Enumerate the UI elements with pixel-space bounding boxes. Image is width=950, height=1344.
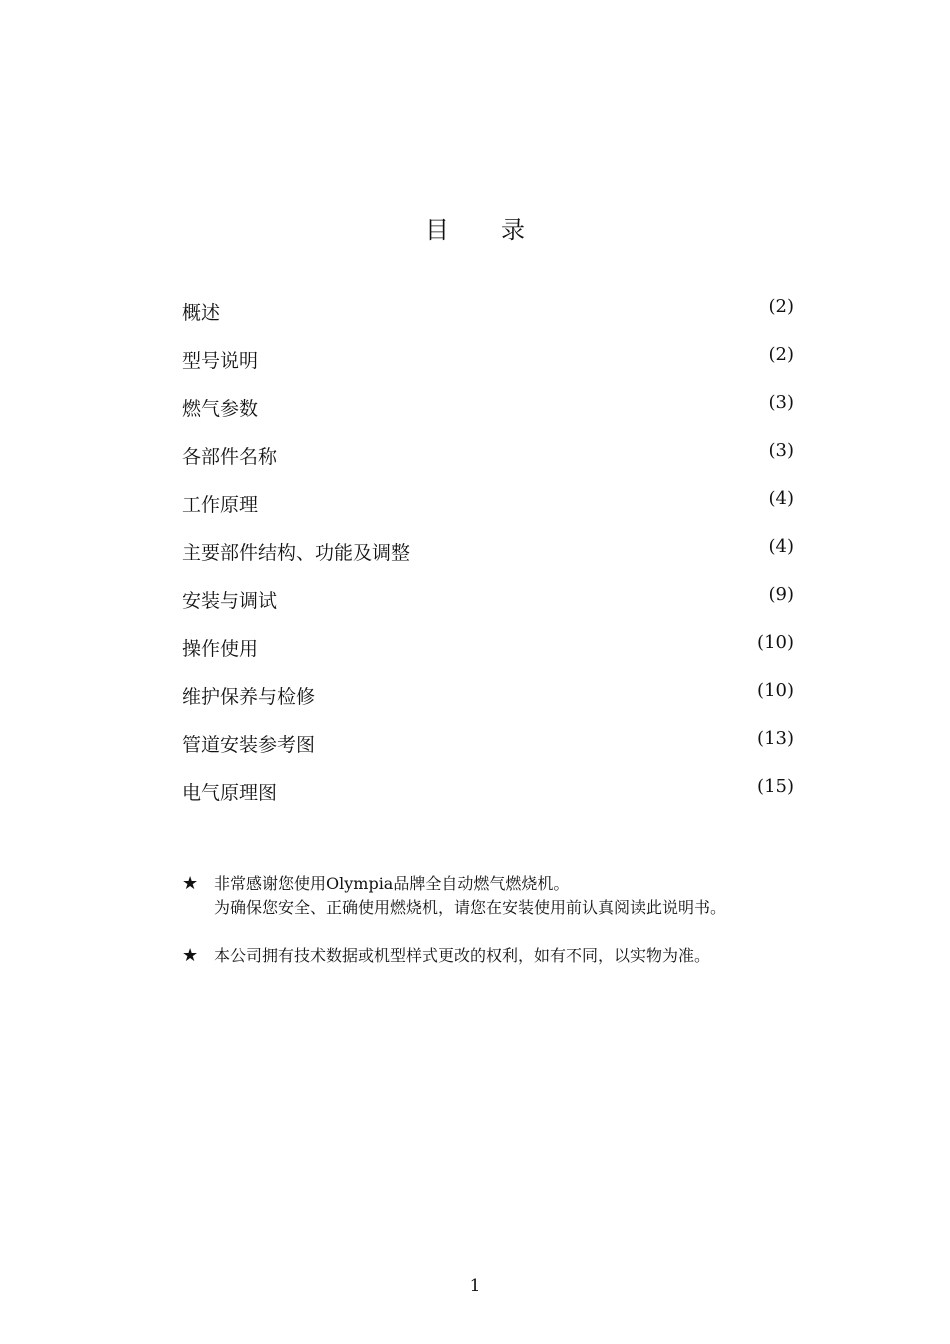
note-line: 为确保您安全、正确使用燃烧机，请您在安装使用前认真阅读此说明书。: [214, 898, 727, 917]
toc-entry-component-names[interactable]: [182, 436, 794, 484]
toc-entry-page: (3): [768, 392, 794, 413]
note-rights: [182, 944, 842, 968]
toc-entry-electrical-diagram[interactable]: [182, 772, 794, 820]
toc-entry-gas-parameters[interactable]: [182, 388, 794, 436]
star-icon: ★: [182, 873, 199, 894]
toc-entry-page: (3): [768, 440, 794, 461]
toc-entry-label: 管道安装参考图: [182, 734, 316, 756]
toc-entry-label: 主要部件结构、功能及调整: [182, 542, 411, 564]
title-char-2: 录: [501, 216, 525, 244]
toc-entry-page: (2): [768, 296, 794, 317]
toc-entry-label: 型号说明: [182, 350, 259, 372]
toc-entry-piping-diagram[interactable]: [182, 724, 794, 772]
toc-entry-installation[interactable]: [182, 580, 794, 628]
toc-entry-label: 维护保养与检修: [182, 686, 316, 708]
toc-entry-main-components[interactable]: [182, 532, 794, 580]
toc-entry-operation[interactable]: [182, 628, 794, 676]
notes-section: [182, 872, 842, 992]
page-number: 1: [469, 1276, 481, 1296]
toc-entry-page: (13): [757, 728, 794, 749]
toc-entry-model-description[interactable]: [182, 340, 794, 388]
toc-entry-label: 燃气参数: [182, 398, 259, 420]
toc-entry-label: 安装与调试: [182, 590, 278, 612]
toc-entry-page: (10): [757, 632, 794, 653]
toc-entry-page: (10): [757, 680, 794, 701]
table-of-contents: [182, 292, 794, 820]
toc-entry-label: 概述: [182, 302, 221, 324]
note-line: 非常感谢您使用Olympia品牌全自动燃气燃烧机。: [214, 874, 570, 893]
note-thanks: [182, 872, 842, 920]
note-line: 本公司拥有技术数据或机型样式更改的权利，如有不同，以实物为准。: [214, 946, 711, 965]
toc-entry-maintenance[interactable]: [182, 676, 794, 724]
toc-entry-working-principle[interactable]: [182, 484, 794, 532]
toc-entry-page: (2): [768, 344, 794, 365]
toc-entry-page: (4): [768, 536, 794, 557]
toc-entry-page: (15): [757, 776, 794, 797]
toc-entry-overview[interactable]: [182, 292, 794, 340]
toc-entry-label: 电气原理图: [182, 782, 278, 804]
star-icon: ★: [182, 945, 199, 966]
toc-entry-page: (9): [768, 584, 794, 605]
toc-entry-page: (4): [768, 488, 794, 509]
toc-entry-label: 各部件名称: [182, 446, 278, 468]
page-title: [0, 210, 950, 245]
toc-entry-label: 操作使用: [182, 638, 259, 660]
toc-entry-label: 工作原理: [182, 494, 259, 516]
title-char-1: 目: [425, 216, 449, 244]
